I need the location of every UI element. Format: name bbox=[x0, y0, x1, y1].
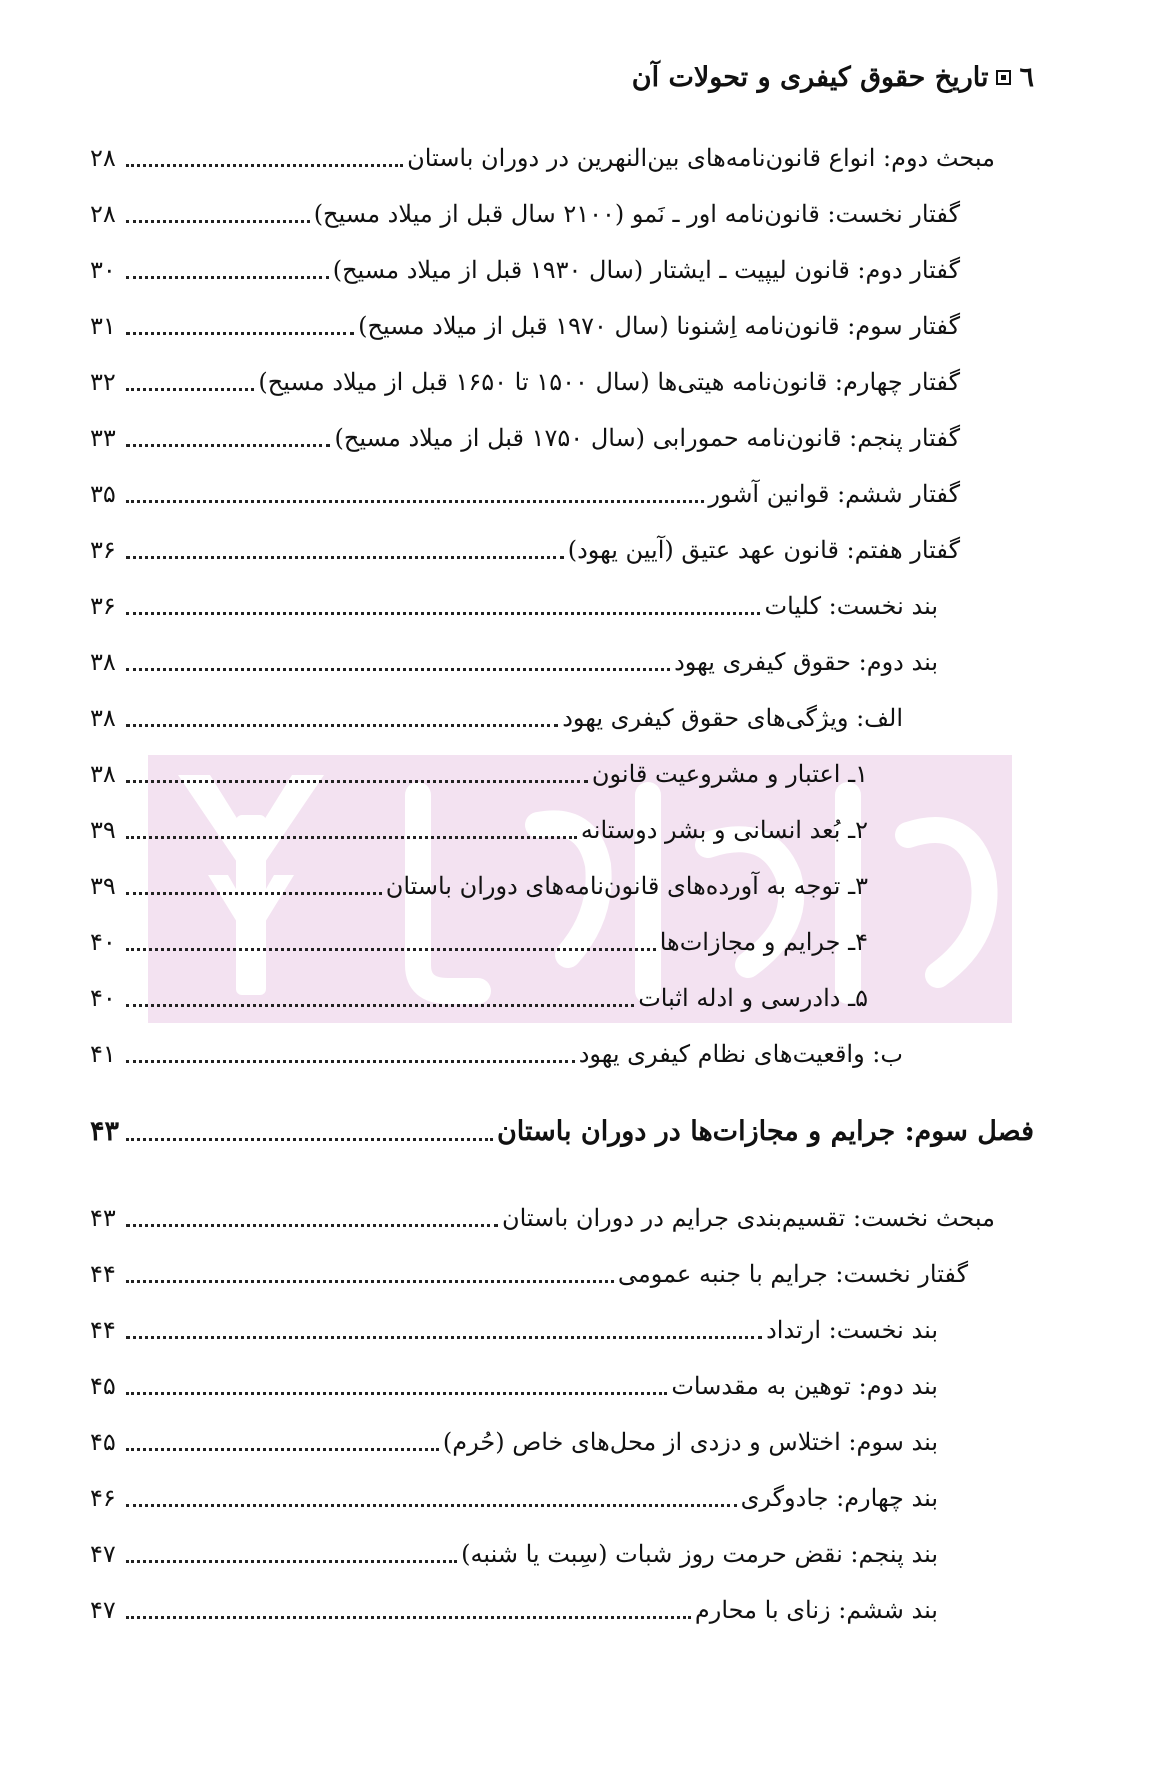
toc-entry-page: ۴۴ bbox=[90, 1316, 116, 1344]
toc-entry-page: ۳۱ bbox=[90, 312, 116, 340]
toc-entry bbox=[90, 866, 868, 906]
dot-leader bbox=[126, 500, 704, 503]
dot-leader bbox=[126, 1336, 762, 1339]
toc-entry-title: گفتار دوم: قانون لیپیت ـ ایشتار (سال ۱۹۳۰ قبل از میلاد مسیح) bbox=[332, 256, 960, 284]
toc-entry-page: ۳۸ bbox=[90, 648, 116, 676]
dot-leader bbox=[126, 668, 670, 671]
dot-leader bbox=[126, 1560, 457, 1563]
toc-entry-page: ۴۱ bbox=[90, 1040, 116, 1068]
dot-leader bbox=[126, 332, 354, 335]
toc-entry bbox=[90, 530, 960, 570]
toc-entry bbox=[90, 1366, 938, 1406]
dot-leader bbox=[126, 780, 588, 783]
dot-leader bbox=[126, 1224, 498, 1227]
toc-entry-page: ۴۶ bbox=[90, 1484, 116, 1512]
dot-leader bbox=[126, 1138, 493, 1141]
dot-leader bbox=[126, 1448, 439, 1451]
dot-leader bbox=[126, 220, 310, 223]
toc-entry bbox=[90, 978, 868, 1018]
toc-entry-title: گفتار سوم: قانون‌نامه اِشنونا (سال ۱۹۷۰ قبل از میلاد مسیح) bbox=[358, 312, 960, 340]
toc-entry-page: ۳۸ bbox=[90, 704, 116, 732]
toc-entry-page: ۳۹ bbox=[90, 872, 116, 900]
toc-entry bbox=[90, 1310, 938, 1350]
toc-entry bbox=[90, 1034, 903, 1074]
dot-leader bbox=[126, 948, 656, 951]
toc-entry-page: ۳۳ bbox=[90, 424, 116, 452]
dot-leader bbox=[126, 444, 330, 447]
toc-entry bbox=[90, 138, 995, 178]
dot-leader bbox=[126, 1060, 575, 1063]
toc-entry-page: ۴۳ bbox=[90, 1116, 120, 1147]
toc-entry-page: ۲۸ bbox=[90, 144, 116, 172]
toc-entry-title: بند دوم: حقوق کیفری یهود bbox=[674, 648, 938, 676]
toc-entry bbox=[90, 1478, 938, 1518]
dot-leader bbox=[126, 1504, 737, 1507]
toc-entry-title: گفتار نخست: جرایم با جنبه عمومی bbox=[617, 1260, 968, 1288]
dot-leader bbox=[126, 724, 558, 727]
book-title: تاریخ حقوق کیفری و تحولات آن bbox=[631, 62, 989, 93]
toc-entry bbox=[90, 1198, 995, 1238]
dot-leader bbox=[126, 1392, 667, 1395]
toc-entry bbox=[90, 754, 868, 794]
toc-entry-title: ۱ـ اعتبار و مشروعیت قانون bbox=[591, 760, 868, 788]
toc-entry bbox=[90, 1422, 938, 1462]
toc-entry-title: فصل سوم: جرایم و مجازات‌ها در دوران باستان bbox=[496, 1116, 1034, 1147]
toc-entry bbox=[90, 810, 868, 850]
toc-entry-title: بند پنجم: نقض حرمت روز شبات (سِبت یا شنبه) bbox=[461, 1540, 938, 1568]
toc-entry bbox=[90, 194, 960, 234]
dot-leader bbox=[126, 892, 382, 895]
toc-entry bbox=[90, 250, 960, 290]
toc-entry-title: مبحث نخست: تقسیم‌بندی جرایم در دوران باستان bbox=[501, 1204, 995, 1232]
toc-entry bbox=[90, 586, 938, 626]
toc-entry-page: ۳۶ bbox=[90, 536, 116, 564]
toc-entry bbox=[90, 474, 960, 514]
dot-leader bbox=[126, 1280, 614, 1283]
toc-entry bbox=[90, 698, 903, 738]
toc-entry-title: گفتار هفتم: قانون عهد عتیق (آیین یهود) bbox=[567, 536, 960, 564]
toc-entry bbox=[90, 306, 960, 346]
toc-entry-title: بند ششم: زنای با محارم bbox=[694, 1596, 938, 1624]
dot-leader bbox=[126, 276, 329, 279]
toc-entry-page: ۳۹ bbox=[90, 816, 116, 844]
dot-leader bbox=[126, 836, 577, 839]
toc-entry-title: ب: واقعیت‌های نظام کیفری یهود bbox=[578, 1040, 903, 1068]
toc-entry-page: ۴۷ bbox=[90, 1540, 116, 1568]
toc-entry-page: ۴۵ bbox=[90, 1372, 116, 1400]
toc-entry-title: گفتار چهارم: قانون‌نامه هیتی‌ها (سال ۱۵۰۰ تا ۱۶۵۰ قبل از میلاد مسیح) bbox=[258, 368, 960, 396]
dot-leader bbox=[126, 556, 564, 559]
toc-entry-page: ۴۷ bbox=[90, 1596, 116, 1624]
toc-entry bbox=[90, 1534, 938, 1574]
toc-entry bbox=[90, 418, 960, 458]
toc-entry bbox=[90, 1590, 938, 1630]
toc-entry bbox=[90, 642, 938, 682]
toc-entry-page: ۳۵ bbox=[90, 480, 116, 508]
page-number: ٦ bbox=[1019, 62, 1034, 93]
toc-entry-page: ۴۰ bbox=[90, 928, 116, 956]
toc-entry-title: مبحث دوم: انواع قانون‌نامه‌های بین‌النهرین در دوران باستان bbox=[407, 144, 995, 172]
toc-entry bbox=[90, 1254, 968, 1294]
toc-entry-page: ۳۶ bbox=[90, 592, 116, 620]
toc-entry-page: ۴۰ bbox=[90, 984, 116, 1012]
toc-chapter-entry bbox=[90, 1112, 1034, 1152]
toc-entry-title: ۵ـ دادرسی و ادله اثبات bbox=[638, 984, 868, 1012]
toc-entry-title: بند دوم: توهین به مقدسات bbox=[671, 1372, 938, 1400]
dot-leader bbox=[126, 1004, 634, 1007]
toc-entry-title: الف: ویژگی‌های حقوق کیفری یهود bbox=[562, 704, 903, 732]
toc-entry bbox=[90, 922, 868, 962]
toc-entry-title: ۴ـ جرایم و مجازات‌ها bbox=[659, 928, 868, 956]
toc-entry-page: ۴۵ bbox=[90, 1428, 116, 1456]
toc-entry-title: گفتار ششم: قوانین آشور bbox=[708, 480, 960, 508]
toc-entry-page: ۴۴ bbox=[90, 1260, 116, 1288]
toc-entry-title: بند سوم: اختلاس و دزدی از محل‌های خاص (حُرم) bbox=[442, 1428, 938, 1456]
dot-leader bbox=[126, 1616, 691, 1619]
toc-entry-title: بند نخست: ارتداد bbox=[766, 1316, 938, 1344]
toc-entry-title: بند چهارم: جادوگری bbox=[740, 1484, 938, 1512]
toc-entry-page: ۳۸ bbox=[90, 760, 116, 788]
toc-entry-page: ۳۰ bbox=[90, 256, 116, 284]
dot-leader bbox=[126, 164, 403, 167]
toc-entry-title: گفتار پنجم: قانون‌نامه حمورابی (سال ۱۷۵۰ قبل از میلاد مسیح) bbox=[334, 424, 960, 452]
toc-entry-page: ۲۸ bbox=[90, 200, 116, 228]
toc-entry-title: گفتار نخست: قانون‌نامه اور ـ نَمو (۲۱۰۰ سال قبل از میلاد مسیح) bbox=[313, 200, 960, 228]
toc-entry-title: ۲ـ بُعد انسانی و بشر دوستانه bbox=[580, 816, 868, 844]
toc-entry-title: بند نخست: کلیات bbox=[764, 592, 938, 620]
toc-entry-page: ۳۲ bbox=[90, 368, 116, 396]
dot-leader bbox=[126, 388, 254, 391]
dot-leader bbox=[126, 612, 760, 615]
toc-entry-title: ۳ـ توجه به آورده‌های قانون‌نامه‌های دوران باستان bbox=[385, 872, 868, 900]
toc-entry-page: ۴۳ bbox=[90, 1204, 116, 1232]
toc-entry bbox=[90, 362, 960, 402]
